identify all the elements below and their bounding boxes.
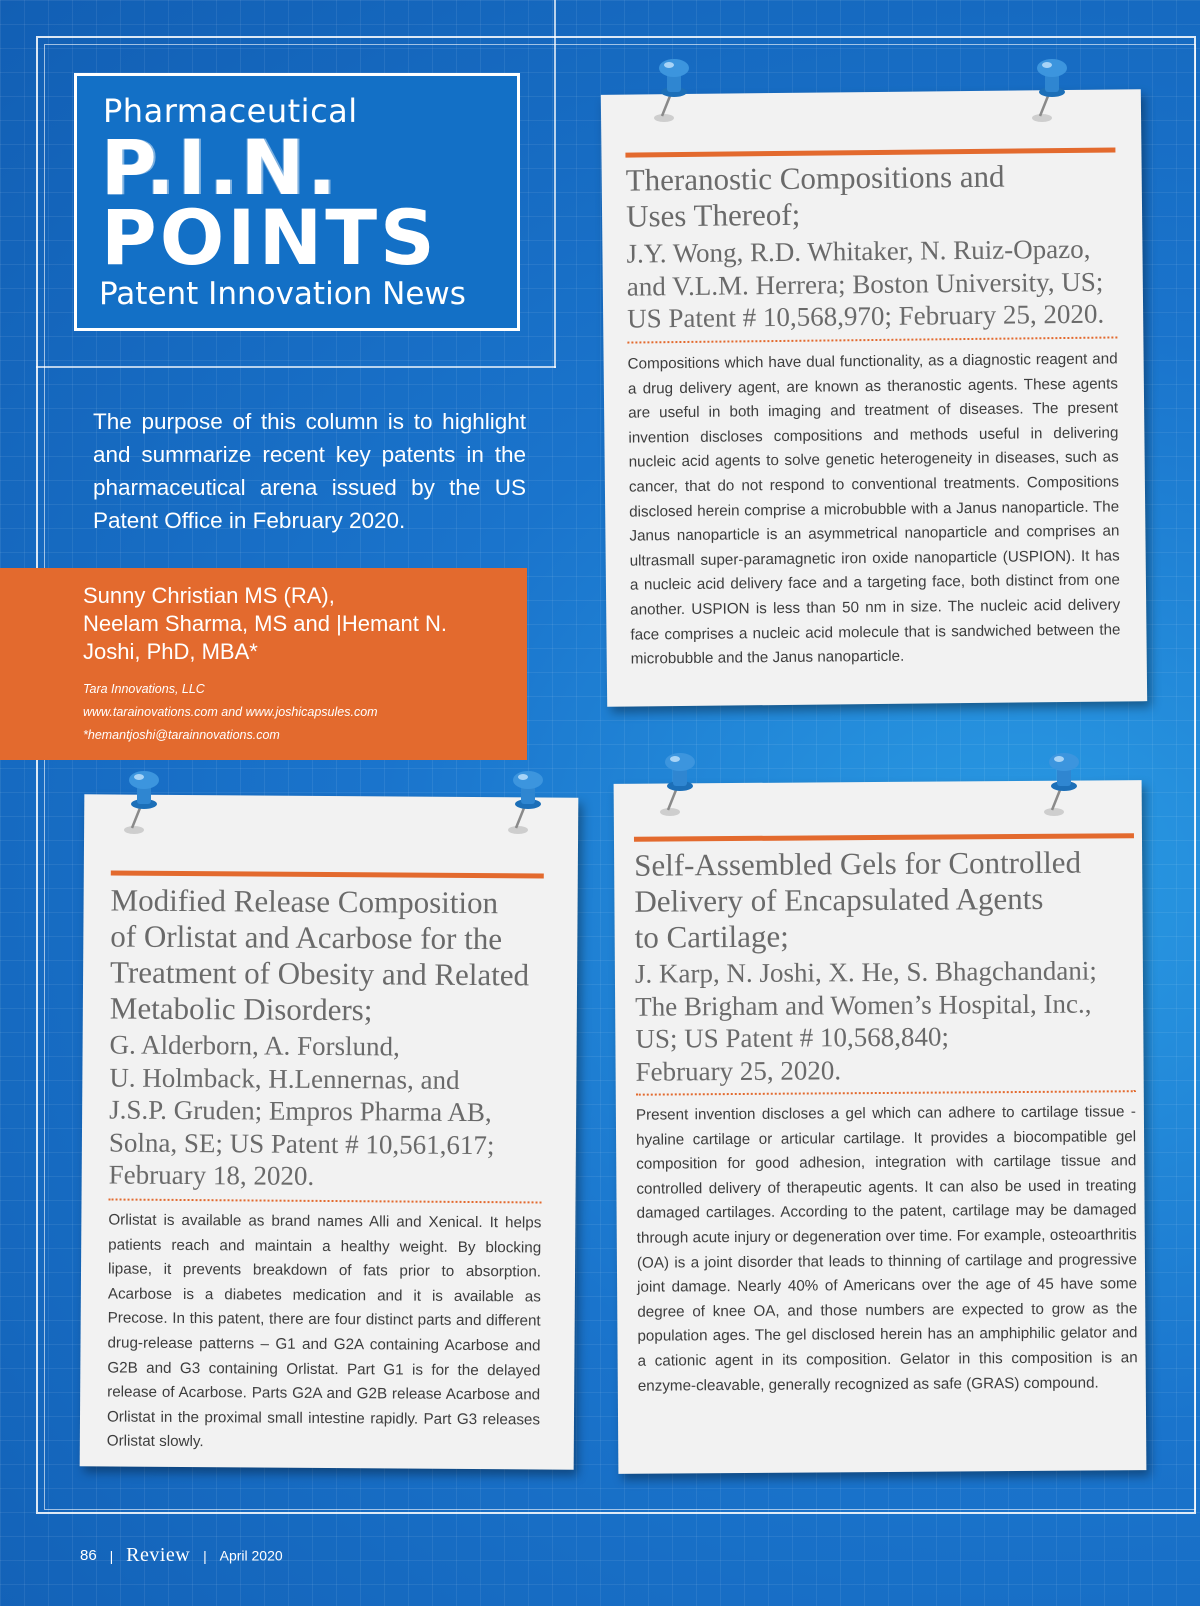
frame-divider-vertical: [554, 0, 556, 368]
card-accent-bar: [625, 147, 1115, 157]
logo-pin: P.I.N.: [101, 123, 340, 212]
author-line: Joshi, PhD, MBA*: [83, 639, 258, 664]
meta-line: US; US Patent # 10,568,840;: [635, 1021, 950, 1054]
title-line: Self-Assembled Gels for Controlled: [634, 844, 1082, 883]
title-line: of Orlistat and Acarbose for the: [110, 918, 503, 957]
intro-paragraph: The purpose of this column is to highlight and summarize recent key patents in the pharmaceutical arena issued by the US Patent Office in February 2020.: [93, 409, 526, 533]
meta-line: J. Karp, N. Joshi, X. He, S. Bhagchandani;: [634, 955, 1097, 989]
pushpin-icon: [506, 770, 546, 834]
author-names: [83, 582, 513, 666]
card-dotted-divider: [636, 1090, 1136, 1095]
meta-line: U. Holmback, H.Lennernas, and: [109, 1061, 460, 1095]
meta-line: The Brigham and Women’s Hospital, Inc.,: [635, 988, 1092, 1022]
pushpin-icon: [122, 770, 162, 834]
author-line: Sunny Christian MS (RA),: [83, 583, 335, 608]
meta-line: J.S.P. Gruden; Empros Pharma AB,: [109, 1094, 492, 1128]
card-accent-bar: [111, 870, 544, 878]
card-dotted-divider: [109, 1198, 542, 1203]
patent-title: [626, 157, 1127, 234]
publication-brand: Review: [126, 1544, 191, 1566]
page-footer: [80, 1544, 283, 1567]
logo-points: POINTS: [101, 193, 438, 282]
title-line: to Cartilage;: [634, 918, 789, 955]
frame-divider-horizontal: [36, 366, 556, 368]
pushpin-icon: [1042, 752, 1082, 816]
pushpin-icon: [1030, 58, 1070, 122]
footer-separator: |: [109, 1547, 114, 1564]
author-affiliation: [83, 678, 378, 747]
patent-card: [80, 794, 579, 1469]
column-logo: [74, 73, 520, 331]
author-company: Tara Innovations, LLC: [83, 682, 205, 696]
patent-title: [634, 844, 1140, 956]
title-line: Treatment of Obesity and Related: [109, 954, 530, 993]
meta-line: February 25, 2020.: [635, 1054, 842, 1087]
logo-subtitle: Patent Innovation News: [99, 276, 466, 312]
patent-meta: [109, 1028, 570, 1194]
patent-meta: [626, 232, 1137, 335]
author-line: Neelam Sharma, MS and |Hemant N.: [83, 611, 447, 636]
patent-meta: [635, 954, 1141, 1088]
logo-pharmaceutical: Pharmaceutical: [103, 92, 358, 130]
pushpin-icon: [652, 58, 692, 122]
author-websites[interactable]: www.tarainovations.com and www.joshicapsules.com: [83, 705, 378, 719]
meta-line: and V.L.M. Herrera; Boston University, US;: [626, 266, 1104, 302]
meta-line: Solna, SE; US Patent # 10,561,617;: [108, 1126, 495, 1160]
title-line: Theranostic Compositions and: [625, 158, 1005, 198]
pushpin-icon: [658, 752, 698, 816]
meta-line: J.Y. Wong, R.D. Whitaker, N. Ruiz-Opazo,: [626, 233, 1091, 269]
patent-summary: Present invention discloses a gel which can adhere to cartilage tissue - hyaline cartilage or articular cartilage. It provides a biocompatible gel composition for good adhesion, integration with cartilage tissue and controlled delivery of therapeutic agents. It can also be used in treating damaged cartilages. According to the patent, cartilage may be damaged through acute injury or degeneration over time. For example, osteoarthritis (OA) is a joint disorder that leads to thinning of cartilage and progressive joint damage. Nearly 40% of Americans over the age of 45 have some degree of knee OA, and those numbers are expected to grow as the population ages. The gel disclosed herein has an amphiphilic gelator and a cationic agent in its composition. Gelator in this composition is an enzyme-cleavable, generally recognized as safe (GRAS) compound.: [635, 1103, 1138, 1395]
meta-line: G. Alderborn, A. Forslund,: [109, 1029, 400, 1062]
author-email[interactable]: *hemantjoshi@tarainnovations.com: [83, 728, 280, 742]
author-box: [0, 568, 527, 760]
card-dotted-divider: [627, 336, 1117, 343]
meta-line: February 18, 2020.: [108, 1159, 315, 1191]
title-line: Metabolic Disorders;: [109, 990, 373, 1028]
patent-title: [110, 882, 571, 1029]
title-line: Uses Thereof;: [625, 196, 801, 234]
patent-summary: Compositions which have dual functionality, as a diagnostic reagent and a drug delivery agent, are known as theranostic agents. These agents are useful in both imaging and treatment of diseases. The present invention discloses compositions and methods useful in delivering nucleic acid agents to solve genetic heterogeneity in diseases, such as cancer, that do not respond to conventional treatments. Compositions disclosed herein comprise a microbubble with a Janus nanoparticle. The Janus nanoparticle is an asymmetrical nanoparticle and comprises an ultrasmall super-paramagnetic iron oxide nanoparticle (USPION). It has a nucleic acid delivery face and a targeting face, both distinct from one another. USPION is less than 50 nm in size. The nucleic acid delivery face comprises a nucleic acid molecule that is sandwiched between the microbubble and the Janus nanoparticle.: [627, 350, 1121, 668]
issue-date: April 2020: [219, 1547, 283, 1564]
card-accent-bar: [634, 833, 1134, 841]
meta-line: US Patent # 10,568,970; February 25, 2020.: [626, 298, 1105, 334]
patent-card: [601, 89, 1147, 707]
title-line: Delivery of Encapsulated Agents: [634, 880, 1044, 919]
patent-card: [614, 780, 1147, 1474]
title-line: Modified Release Composition: [110, 882, 499, 921]
footer-separator: |: [203, 1547, 207, 1564]
page-number: 86: [80, 1547, 97, 1564]
patent-summary: Orlistat is available as brand names Alli and Xenical. It helps patients reach and maintain a healthy weight. By blocking lipase, it prevents breakdown of fats prior to absorption. Acarbose is a diabetes medication and it is available as Precose. In this patent, there are four distinct parts and different drug-release patterns – G1 and G2A containing Acarbose and G2B and G3 containing Orlistat. Part G1 is for the delayed release of Acarbose. Parts G2A and G2B release Acarbose and Orlistat in the proximal small intestine rapidly. Part G3 releases Orlistat slowly.: [106, 1211, 542, 1451]
